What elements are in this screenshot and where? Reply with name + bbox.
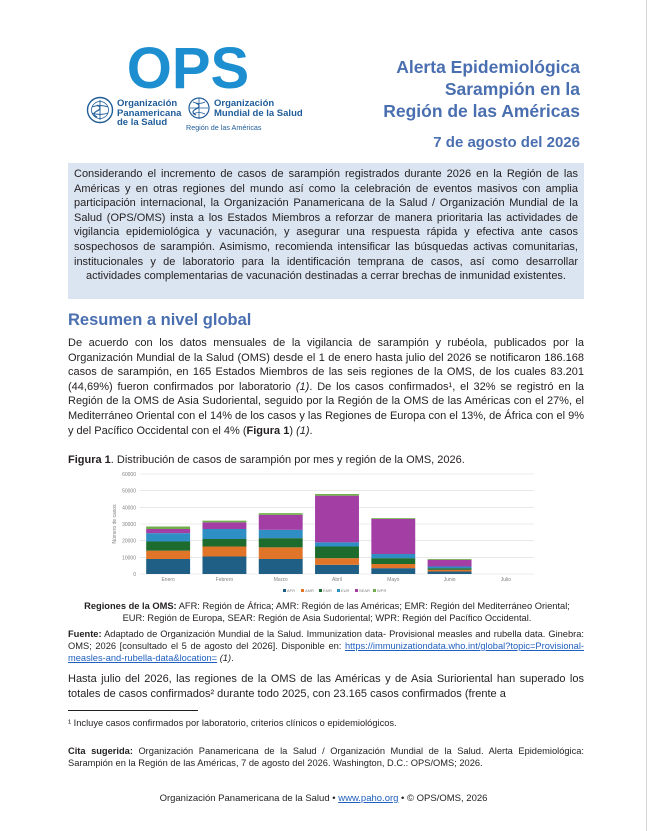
regions-note-label: Regiones de la OMS: <box>84 601 177 611</box>
bar-segment-sear <box>428 560 472 567</box>
source-label: Fuente: <box>68 629 102 639</box>
p1-text-d: . <box>309 424 313 437</box>
legend-label: AMR <box>305 588 314 593</box>
section-heading: Resumen a nivel global <box>68 311 252 329</box>
bar-segment-emr <box>371 558 415 564</box>
alert-date: 7 de agosto del 2026 <box>433 134 580 151</box>
legend-label: WPR <box>377 588 387 593</box>
bar-segment-wpr <box>259 513 303 515</box>
organization-logos <box>86 96 306 136</box>
source-link[interactable]: https://immunizationdata.who.int/global?topic=Provisional-measles-and-rubella-data&location= <box>68 641 584 663</box>
paho-name: Organización Panamericana de la Salud <box>117 98 182 128</box>
bar-segment-sear <box>371 519 415 554</box>
paho-logo <box>86 96 186 128</box>
y-tick-label: 20000 <box>122 538 136 545</box>
y-tick-label: 40000 <box>122 505 136 512</box>
who-name: Organización Mundial de la Salud <box>214 98 303 119</box>
footnote: ¹ Incluye casos confirmados por laboratorio, criterios clínicos o epidemiológicos. <box>68 718 397 728</box>
bar-segment-afr <box>315 565 359 574</box>
citation-label: Cita sugerida: <box>68 746 133 756</box>
bar-segment-wpr <box>371 518 415 519</box>
bar-segment-amr <box>146 551 190 559</box>
bar-segment-eur <box>146 533 190 541</box>
legend-label: EUR <box>341 588 350 593</box>
x-tick-label: Abril <box>331 577 343 583</box>
figure-caption-text: . Distribución de casos de sarampión por mes y región de la OMS, 2026. <box>110 454 465 466</box>
bar-segment-sear <box>202 522 246 529</box>
bar-segment-emr <box>146 542 190 551</box>
x-tick-label: Mayo <box>387 577 400 583</box>
summary-box: Considerando el incremento de casos de sarampión registrados durante 2026 en la Región de las Américas y en otras regiones del mundo así como la celebración de eventos masivos con amplia participación internacional, la Organización Panamericana de la Salud / Organización Mundial de la Salud (OPS/OMS) insta a los Estados Miembros a reforzar de manera prioritaria las actividades de vigilancia epidemiológica y vacunación, y asegurar una respuesta rápida y efectiva ante casos sospechosos de sarampión. Asimismo, recomienda intensificar las búsquedas activas comunitarias, institucionales y de laboratorio para la identificación temprana de casos, así como desarrollar actividades complementarias de vacunación destinadas a cerrar brechas de inmunidad existentes. <box>68 163 584 299</box>
x-tick-label: Febrero <box>215 577 234 583</box>
source-text: Adaptado de Organización Mundial de la Salud. Immunization data- Provisional measles and rubella data. Ginebra: OMS; 2026 [consultado el 5 de agosto del 2026]. Disponible en: <box>68 629 584 651</box>
bar-segment-afr <box>428 572 472 575</box>
bar-segment-sear <box>315 496 359 543</box>
figure-caption <box>68 454 465 466</box>
bar-segment-sear <box>259 515 303 530</box>
p1-text-a: De acuerdo con los datos mensuales de la vigilancia de sarampión y rubéola, publicados por la Organización Mundial de la Salud (OMS) desde el 1 de enero hasta julio del 2026 se notificaron 186.168 casos de sarampión, en 165 Estados Miembros de las seis regiones de la OMS, de los cuales 83.201 (44,69%) fueron confirmados por laboratorio <box>68 337 584 393</box>
bar-segment-afr <box>146 559 190 574</box>
p1-text-b: . De los casos confirmados¹, el 32% se registró en la Región de la OMS de Asia Sudoriental, seguido por la Región de la OMS de las Américas con el 27%, el Mediterráneo Oriental con el 14% de los casos y las Regiones de Europa con el 13%, de África con el 9% y del Pacífico Occidental con el 4% ( <box>68 380 585 437</box>
suggested-citation <box>68 745 584 769</box>
bar-segment-amr <box>315 558 359 565</box>
legend-label: AFR <box>287 588 295 593</box>
bar-segment-emr <box>259 538 303 547</box>
x-tick-label: Julio <box>500 577 512 583</box>
paho-emblem-icon <box>86 96 114 124</box>
source-end: . <box>231 653 234 663</box>
source-cite: (1) <box>217 653 232 663</box>
legend-swatch <box>283 589 286 592</box>
bar-segment-eur <box>428 567 472 569</box>
bar-segment-eur <box>315 542 359 546</box>
title-line-3: Región de las Américas <box>383 101 580 121</box>
citation-ref: (1) <box>295 380 310 393</box>
legend-swatch <box>337 589 340 592</box>
bar-segment-wpr <box>202 521 246 523</box>
bar-segment-amr <box>259 547 303 559</box>
figure-source <box>68 628 584 664</box>
citation-text: Organización Panamericana de la Salud / Organización Mundial de la Salud. Alerta Epidemiológica: Sarampión en la Región de las Américas, 7 de agosto del 2026. Washington, D.C.: OPS/OMS; 2026. <box>68 746 585 768</box>
x-tick-label: Marzo <box>273 577 288 583</box>
paragraph-2: Hasta julio del 2026, las regiones de la OMS de las Américas y de Asia Surioriental han superado los totales de casos confirmados² durante todo 2025, con 23.165 casos confirmados (frente a <box>68 673 584 700</box>
bar-segment-emr <box>428 568 472 570</box>
figure-ref: Figura 1 <box>246 424 290 437</box>
page-footer <box>0 793 647 804</box>
ops-logo-text: OPS <box>126 40 250 92</box>
legend-label: SEAR <box>359 588 370 593</box>
bar-segment-wpr <box>315 494 359 496</box>
bar-segment-amr <box>428 570 472 572</box>
x-tick-label: Enero <box>161 577 175 583</box>
bar-segment-afr <box>259 559 303 574</box>
y-tick-label: 60000 <box>122 472 136 478</box>
bar-segment-wpr <box>428 559 472 560</box>
who-emblem-icon <box>186 96 212 122</box>
ops-logo <box>118 40 258 92</box>
bar-segment-emr <box>202 539 246 547</box>
bar-segment-amr <box>371 564 415 568</box>
bar-segment-eur <box>202 529 246 539</box>
legend-swatch <box>373 589 376 592</box>
bar-segment-eur <box>371 554 415 558</box>
regions-note <box>82 600 572 624</box>
y-tick-label: 10000 <box>122 555 136 562</box>
bar-segment-sear <box>146 529 190 533</box>
bar-segment-wpr <box>146 527 190 530</box>
legend-swatch <box>301 589 304 592</box>
figure-label: Figura 1 <box>68 454 111 466</box>
p1-text-c: ) <box>289 424 297 437</box>
legend-label: EMR <box>323 588 332 593</box>
legend-swatch <box>355 589 358 592</box>
alert-title <box>383 56 580 122</box>
bar-segment-emr <box>315 547 359 559</box>
bar-segment-afr <box>202 557 246 575</box>
citation-ref: (1) <box>296 424 310 437</box>
footer-link[interactable]: www.paho.org <box>338 793 399 804</box>
global-summary-paragraph <box>68 336 584 438</box>
regions-note-text: AFR: Región de África; AMR: Región de las Américas; EMR: Región del Mediterráneo Oriental; EUR: Región de Europa, SEAR: Región de Asia Sudoriental; WPR: Región del Pacífico Occidental. <box>122 601 570 623</box>
x-tick-label: Junio <box>443 577 456 583</box>
legend-swatch <box>319 589 322 592</box>
footnote-divider <box>68 710 198 711</box>
footer-org: Organización Panamericana de la Salud • <box>159 793 339 804</box>
bar-segment-afr <box>371 568 415 574</box>
y-tick-label: 50000 <box>122 488 136 495</box>
y-tick-label: 30000 <box>122 522 136 528</box>
y-tick-label: 0 <box>133 572 136 578</box>
bar-segment-eur <box>259 530 303 538</box>
who-logo <box>186 96 316 136</box>
y-axis-label: Número de casos <box>112 504 118 544</box>
who-region-label: Región de las Américas <box>186 123 262 132</box>
footer-copyright: • © OPS/OMS, 2026 <box>398 793 488 804</box>
cases-by-region-chart <box>108 468 544 596</box>
title-line-2: Sarampión en la <box>444 79 580 99</box>
bar-segment-amr <box>202 547 246 557</box>
title-line-1: Alerta Epidemiológica <box>396 57 580 77</box>
